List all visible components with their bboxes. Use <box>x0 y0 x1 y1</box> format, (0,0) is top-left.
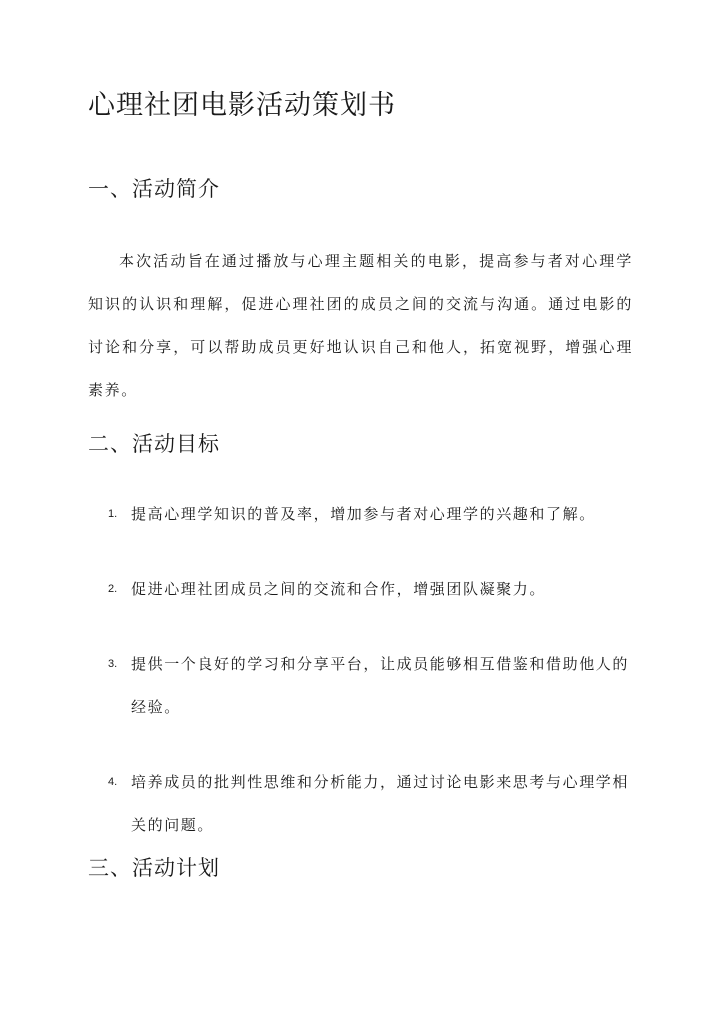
goal-text: 提高心理学知识的普及率，增加参与者对心理学的兴趣和了解。 <box>131 505 596 523</box>
intro-paragraph: 本次活动旨在通过播放与心理主题相关的电影，提高参与者对心理学知识的认识和理解，促进心理社团的成员之间的交流与沟通。通过电影的讨论和分享，可以帮助成员更好地认识自己和他人，拓宽视野，增强心理素养。 <box>88 252 633 399</box>
goals-list <box>88 493 633 847</box>
goal-item <box>88 568 633 611</box>
goal-number: 3. <box>108 658 118 670</box>
section-heading-intro: 一、活动简介 <box>88 177 220 201</box>
section-heading-goals: 二、活动目标 <box>88 432 220 456</box>
goal-item <box>88 493 633 536</box>
goal-number: 4. <box>108 776 118 788</box>
goal-number: 2. <box>108 583 118 595</box>
section-heading-plan: 三、活动计划 <box>88 856 220 880</box>
goal-number: 1. <box>108 508 118 520</box>
goal-item <box>88 643 633 729</box>
goal-item <box>88 761 633 847</box>
document-title: 心理社团电影活动策划书 <box>88 90 396 121</box>
goal-text: 促进心理社团成员之间的交流和合作，增强团队凝聚力。 <box>131 580 547 598</box>
goal-text: 提供一个良好的学习和分享平台，让成员能够相互借鉴和借助他人的经验。 <box>131 655 630 716</box>
goal-text: 培养成员的批判性思维和分析能力，通过讨论电影来思考与心理学相关的问题。 <box>131 773 630 834</box>
